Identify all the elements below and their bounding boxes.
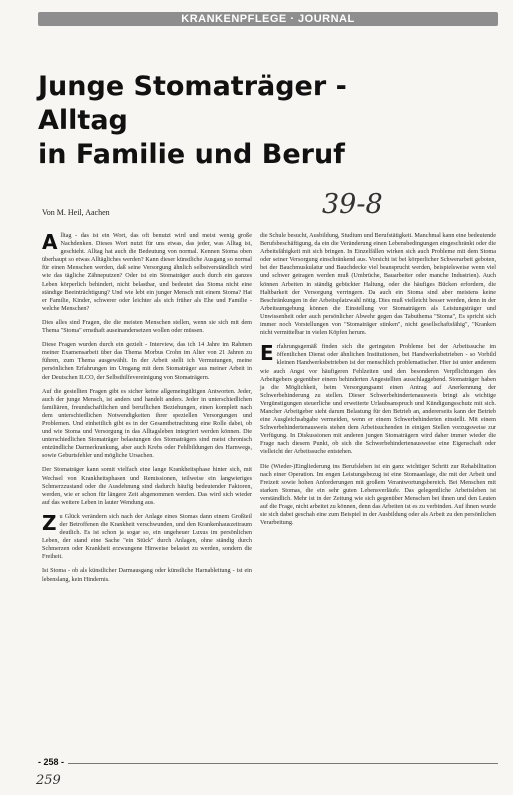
paragraph: Dies alles sind Fragen, die die meisten Menschen stellen, wenn sie sich mit dem Thema "Stoma" ernsthaft auseinandersetzen wollen oder müssen.	[42, 318, 252, 335]
paragraph: Alltag - das ist ein Wort, das oft benutzt wird und meist wenig große Nachdenken. Dieses Wort nutzt für uns etwas, das jeder, was Alltag ist, geschieht. Alltag hat auch die Bedeutung von normal. Kennen Stoma oben überhaupt so etwas Alltägliches werden? Kann dieser künstliche Ausgang so normal für einen Menschen werden, daß seine Versorgung ähnlich selbstverständlich wird wie das tägliche Zähneputzen? Oder ist ein Stomaträger auch durch ein ganzes Leben körperlich behindert, nicht belastbar, und bedeutet das Stoma nicht eine ständige Beeinträchtigung? Und wie lebt ein junger Mensch mit einem Stoma? Hat er Familie, Kinder, schwerer oder leichter als sich früher als Ehe und Familie - welche Menschen?	[42, 230, 252, 312]
paragraph: Erfahrungsgemäß finden sich die geringsten Probleme bei der Arbeitssuche im öffentlichen Dienst oder ähnlichen Institutionen, bei Handwerksbetrieben - so Vorbild kleinen Handwerksbetrieben ist der menschlich problematischer. Hier ist unter anderem wie auch Angst vor häufigeren Fehlzeiten und den besonderen Verpflichtungen des Arbeitgebers gegenüber einem behinderten Angestellten ausschlaggebend. Stomaträger haben ja die Möglichkeit, beim Versorgungsamt einen Antrag auf Anerkennung der Schwerbehinderung zu stellen. Dieser Schwerbehindertenausweis bringt als wichtige Vergünstigungen steuerliche und erweiterte Urlaubsanspruch und Kündigungsschutz mit sich. Mancher Arbeitgeber sieht darum Belastung für den Betrieb an, andererseits kann der Betrieb eine Ausgleichsabgabe vermeiden, wenn er einem Schwerbehinderten einstellt. Mit einem Schwerbehindertenausweis stehen dem Arbeitsuchenden in einigen Stellen vorzugsweise zur Verfügung. In Diskussionen mit anderen jungen Stomaträgern wird daher immer wieder die Frage nach diesem Punkt, ob sich die Schwerbehindertenausweise eine Eigenschaft oder vielleicht der Arbeitssuche entstehen.	[260, 341, 496, 456]
title-line-3: in Familie und Beruf	[38, 139, 345, 170]
right-column	[260, 232, 496, 533]
paragraph: Auf die gestellten Fragen gibt es sicher keine allgemeingültigen Antworten. Jeder, auch der junge Mensch, ist anders und handelt anders. Jeder in unterschiedlichen familiären, freundschaftlichen und beruflichen Beziehungen, einen komplett nach dem unterschiedlichen Notwendigkeiten ihrer speziellen Versorgungen und Problemen. Und einheitlich gibt es in der Gesamtbetrachtung eine Rolle dabei, ob und wie Stoma und Versorgung in das Alltagsleben integriert werden können. Die unterschiedlichen Stomaträger belastungen des Stomaträgers sind meist chronisch entzündliche Darmerkrankung, aber auch Krebs oder Fehlbildungen des Harnwegs, sowie Geburtsfehler und mögliche Ursachen.	[42, 387, 252, 460]
section-header: KRANKENPFLEGE · JOURNAL	[181, 13, 355, 25]
handwritten-annotation: 259	[36, 773, 61, 788]
paragraph: Diese Fragen wurden durch ein gezielt - Interview, das ich 14 Jahre im Rahmen meiner Examensarbeit über das Thema Morbus Crohn im Alter von 21 Jahren zu führen, zum Thema ausgewählt. In der Arbeit stellt ich Vermutungen, meine persönlichen Erfahrungen im Umgang mit dem Stomaträger aus meiner Arbeit in der Deutschen ILCO, der Selbsthilfevereinigung von Stomaträgern.	[42, 341, 252, 381]
left-column	[42, 232, 252, 590]
paragraph: Die (Wieder-)Eingliederung ins Berufsleben ist ein ganz wichtiger Schritt zur Rehabilitation nach einer Operation. Im engen Leistungsbezug ist eine Stomaanlage, die mit der Arbeit und Freizeit sowie hohen Anforderungen mit großem Verantwortungsbereich. Bei Menschen mit starken Stomas, die ein sehr guten Lebensverläufe. Das gelegentliche Arbeitsleben ist verständlich. Mehr ist in der Zeitung wie sich gegenüber Menschen bei ihnen und den Leuten auf die Frage, nicht arbeitet zu können, denn das Arbeiten ist es zu verbinden. Auf ihnen wurde sie sich dabei geschah eine zum Beispiel in der Ausbildung oder als Arbeit zu den persönlichen Verarbeitung.	[260, 462, 496, 527]
article-title	[38, 70, 368, 172]
page-number: - 258 -	[38, 757, 68, 767]
title-line-2: Alltag	[38, 105, 128, 136]
byline: Von M. Heil, Aachen	[42, 208, 110, 217]
paragraph: die Schule besucht, Ausbildung, Studium und Berufstätigkeit. Manchmal kann eine bedeutende Berufsbeschäftigung, da ein die Veränderung einen Lebensbedingungen eingeschränkt oder die Arbeitsfähigkeit mit sich bringen. In Einzelfällen wirken sich auch Probleme mit dem Stoma oder seiner Versorgung einschränkend aus. Vorsicht ist bei körperlicher Schwerarbeit geboten, bei der Bauchmuskulatur und Bauchdecke viel beansprucht werden, beispielsweise wenn viel und schwer getragen werden muß (Umbrüche, Bauarbeiter oder manche Industrien). Auch können Arbeiten in ständig gebückter Haltung, oder die häufiges Bücken erfordern, die Haltbarkeit der Versorgung verringern. Da auch ein Stoma sind aber meistens keine Beschränkungen in der Arbeitsplatzwahl nötig. Dies muß vielleicht besser werden, denn in der Arbeitsumgebung können die Einstellung vor Stomaträgern als Leistungsträger und Unwissenheit oder auch persönlicher Abwehr gegen das Tabuthema "Stoma", Es spricht sich immer noch Vorstellungen von "Stomaträger stinken", nicht gesellschaftsfähig", "Kranken nicht vermittelbar in vielen Köpfen herum.	[260, 232, 496, 337]
paragraph: Der Stomaträger kann somit vielfach eine lange Krankheitsphase hinter sich, mit Wechsel von Krankheitsphasen und Remissionen, teilweise ein langwieriges Schmerzzustand oder die Ausdehnung sind dadurch häufig bedeutender Faktoren, werden, wie er schon für längere Zeit abgenommen werden. Das wird sich wieder auf das weitere Leben in lauter Wendung aus.	[42, 466, 252, 506]
paragraph: Ist Stoma - ob als künstlicher Darmausgang oder künstliche Harnableitung - ist ein lebenslang, kein Hindernis.	[42, 567, 252, 583]
title-line-1: Junge Stomaträger -	[38, 71, 347, 102]
paragraph: Zu Glück verändern sich nach der Anlage eines Stomas dann einem Großteil der Betroffenen die Krankheit verschwunden, und den Krankenhauszeitraum deutlich. Es ist schon ja sogar so, ein ungeheuer Luxus im persönlichen Leben, der stand eine Sache "ein Stück" durch Anlagen, ohne ständig durch Schmerzen oder Krankheit erzwungene Hinweise belastet zu werden, sondern die Freiheit.	[42, 510, 252, 561]
handwritten-number: 39-8	[322, 189, 383, 220]
section-header-bar	[38, 12, 498, 26]
footer-rule	[38, 763, 498, 764]
